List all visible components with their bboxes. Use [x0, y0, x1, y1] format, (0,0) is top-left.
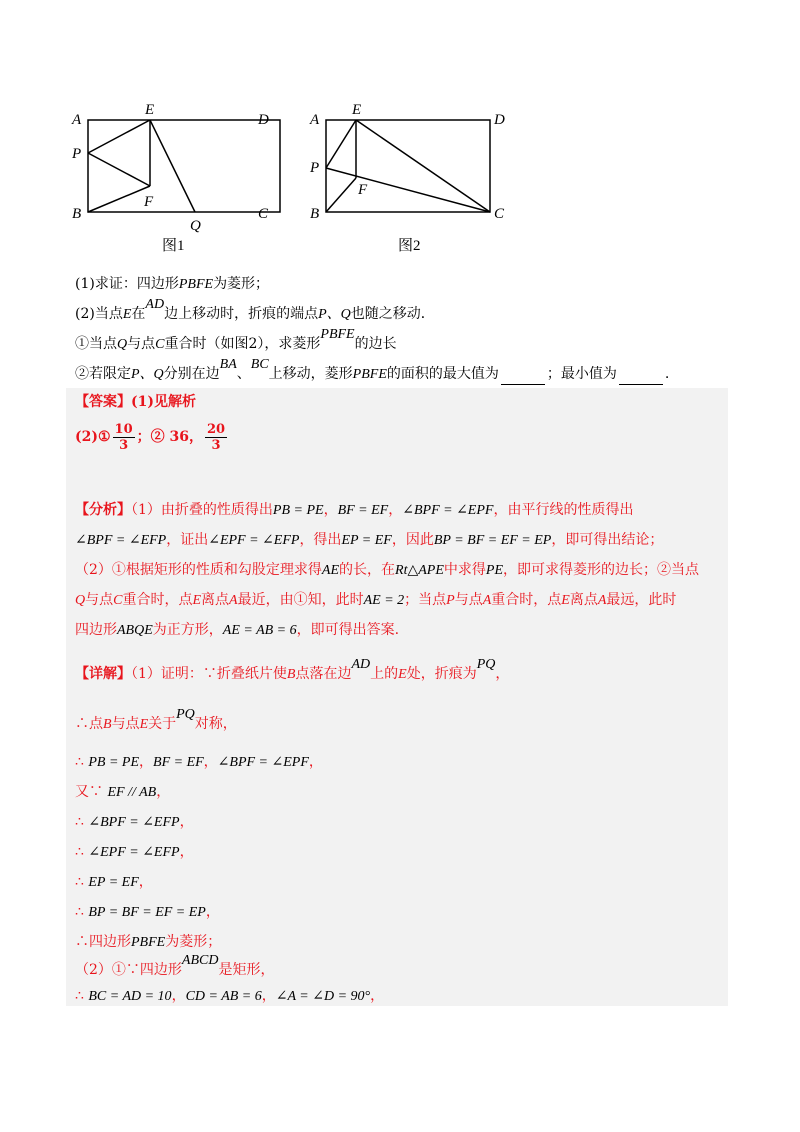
label-e: E	[145, 102, 155, 118]
label-a: A	[310, 112, 320, 128]
detail-line-6: ∴ ∠EPF = ∠EFP，	[75, 844, 194, 860]
label-p: P	[72, 146, 82, 162]
label-f: F	[144, 194, 154, 210]
detail-line-10: （2）①∵四边形ABCD是矩形，	[75, 953, 275, 978]
fraction-twenty-thirds: $\frac{20}{3}$	[207, 421, 226, 453]
segment-ec	[356, 120, 490, 212]
analysis-tag: 【分析】	[75, 502, 131, 518]
rectangle-abcd	[88, 120, 280, 212]
label-d: D	[258, 112, 269, 128]
figure-1-diagram	[66, 100, 286, 260]
figure-2	[306, 98, 526, 260]
segment-bf	[326, 178, 356, 212]
figure-1	[66, 100, 286, 260]
label-f: F	[358, 182, 368, 198]
answer-blank-min[interactable]	[619, 370, 663, 385]
analysis-line-4: Q与点C重合时，点E离点A最近，由①知，此时AE = 2；当点P与点A重合时，点E离点A最远，此时	[75, 592, 677, 608]
figure-2-diagram	[306, 98, 526, 260]
question-part-2a: ①当点Q与点C重合时（如图2），求菱形PBFE的边长	[75, 327, 397, 352]
label-b: B	[310, 206, 320, 222]
label-p: P	[310, 160, 320, 176]
label-e: E	[352, 102, 362, 118]
analysis-line-3: （2）①根据矩形的性质和勾股定理求得AE的长，在Rt△APE中求得PE，即可求得菱形的边长；②当点	[75, 562, 699, 578]
figure-2-caption: 图2	[398, 238, 421, 254]
fraction-ten-thirds: $\frac{10}{3}$	[114, 421, 133, 453]
segment-pe	[88, 120, 150, 153]
detail-line-8: ∴ BP = BF = EF = EP，	[75, 904, 220, 920]
label-q: Q	[190, 218, 201, 234]
detail-line-2: ∴点B与点E关于PQ对称，	[75, 707, 237, 732]
segment-pe	[326, 120, 356, 168]
segment-pc	[326, 168, 490, 212]
question-part-2: (2)当点E在AD边上移动时，折痕的端点P、Q也随之移动．	[75, 297, 435, 322]
detail-line-9: ∴四边形PBFE为菱形；	[75, 934, 222, 950]
label-c: C	[258, 206, 269, 222]
analysis-line-5: 四边形ABQE为正方形，AE = AB = 6，即可得出答案.	[75, 622, 400, 638]
answer-line-2: (2)① $\frac{10}{3}$ ；② 36， $\frac{20}{3}$	[75, 421, 226, 453]
detail-line-11: ∴ BC = AD = 10，CD = AB = 6，∠A = ∠D = 90°，	[75, 988, 385, 1004]
answer-line-1: 【答案】(1)见解析	[75, 394, 196, 410]
question-part-2b: ②若限定P、Q分别在边BA、BC上移动，菱形PBFE的面积的最大值为 ；最小值为 .	[75, 364, 669, 385]
label-d: D	[494, 112, 505, 128]
detail-line-5: ∴ ∠BPF = ∠EFP，	[75, 814, 194, 830]
detail-tag: 【详解】	[75, 666, 131, 682]
detail-line-3: ∴ PB = PE，BF = EF，∠BPF = ∠EPF，	[75, 754, 323, 770]
segment-bf	[88, 186, 150, 212]
analysis-line-1: 【分析】（1）由折叠的性质得出PB = PE，BF = EF，∠BPF = ∠EPF，由平行线的性质得出	[75, 502, 634, 518]
label-b: B	[72, 206, 82, 222]
question-part-1: (1)求证：四边形PBFE为菱形；	[75, 276, 270, 292]
figure-1-caption: 图1	[162, 238, 185, 254]
answer-tag: 【答案】	[75, 394, 131, 410]
label-c: C	[494, 206, 505, 222]
segment-pf	[88, 153, 150, 186]
detail-line-7: ∴ EP = EF，	[75, 874, 153, 890]
detail-line-4: 又∵ EF // AB，	[75, 784, 171, 800]
label-a: A	[72, 112, 82, 128]
rectangle-abcd	[326, 120, 490, 212]
answer-blank-max[interactable]	[501, 370, 545, 385]
analysis-line-2: ∠BPF = ∠EFP，证出∠EPF = ∠EFP，得出EP = EF，因此BP = BF = EF = EP，即可得出结论；	[75, 532, 664, 548]
detail-line-1: 【详解】（1）证明：∵折叠纸片使B点落在边AD上的E处，折痕为PQ，	[75, 657, 510, 682]
segment-eq	[150, 120, 195, 212]
